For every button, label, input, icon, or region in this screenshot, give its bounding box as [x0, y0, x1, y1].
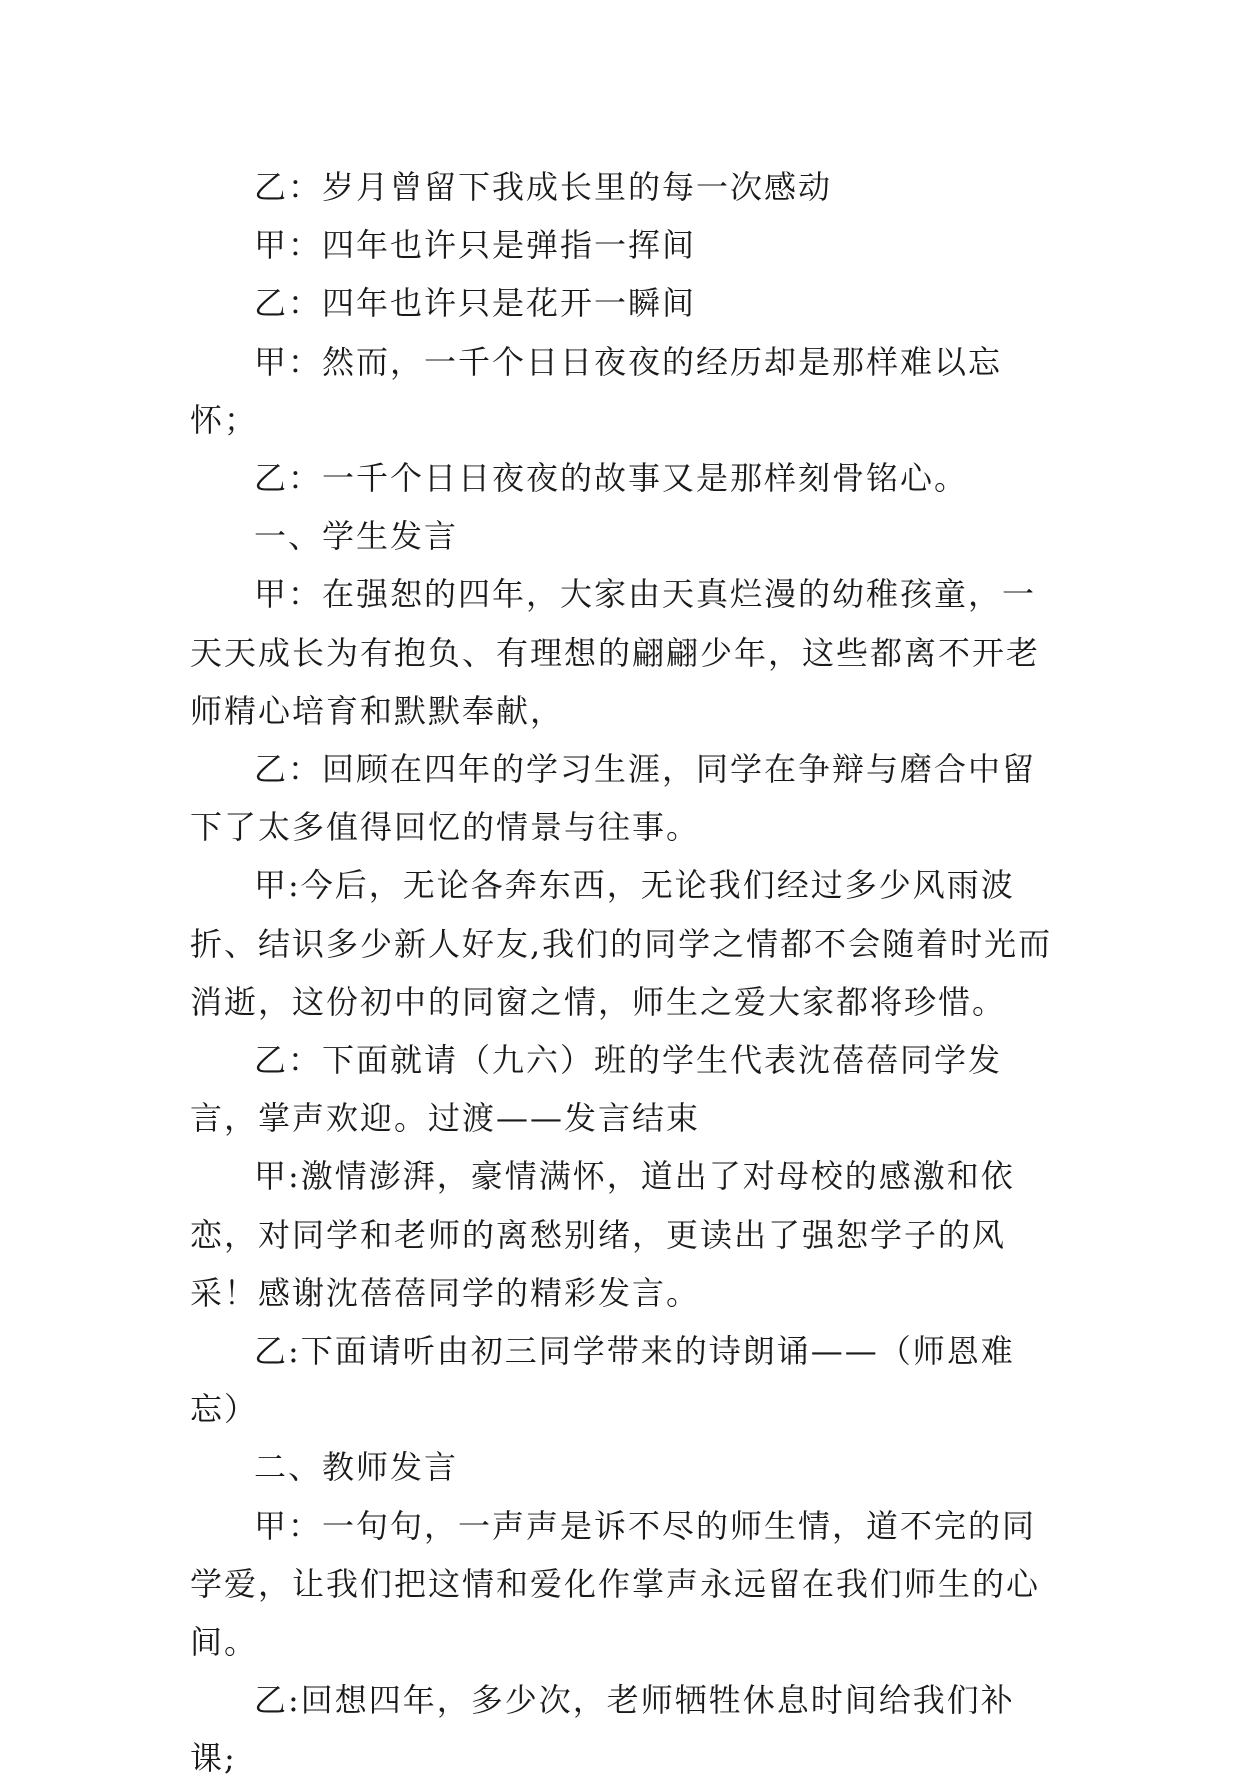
paragraph: 甲：在强恕的四年，大家由天真烂漫的幼稚孩童，一天天成长为有抱负、有理想的翩翩少年，这些都离不开老师精心培育和默默奉献， — [190, 575, 1041, 730]
paragraph: 甲:激情澎湃，豪情满怀，道出了对母校的感激和依恋，对同学和老师的离愁别绪，更读出了强恕学子的风采！感谢沈蓓蓓同学的精彩发言。 — [190, 1157, 1015, 1312]
paragraph: 乙：回顾在四年的学习生涯，同学在争辩与磨合中留下了太多值得回忆的情景与往事。 — [190, 750, 1037, 847]
paragraph: 乙:下面请听由初三同学带来的诗朗诵——（师恩难忘） — [190, 1332, 1015, 1429]
document-body — [190, 158, 1060, 1788]
paragraph: 乙：四年也许只是花开一瞬间 — [254, 284, 697, 323]
paragraph: 甲：一句句，一声声是诉不尽的师生情，道不完的同学爱，让我们把这情和爱化作掌声永远留在我们师生的心间。 — [190, 1506, 1041, 1662]
paragraph: 乙：一千个日日夜夜的故事又是那样刻骨铭心。 — [254, 459, 969, 498]
section-heading: 一、学生发言 — [254, 517, 459, 556]
paragraph: 乙：岁月曾留下我成长里的每一次感动 — [254, 168, 833, 206]
paragraph: 甲:今后，无论各奔东西，无论我们经过多少风雨波折、结识多少新人好友,我们的同学之情都不会随着时光而消逝，这份初中的同窗之情，师生之爱大家都将珍惜。 — [190, 866, 1053, 1021]
section-heading: 二、教师发言 — [254, 1448, 459, 1487]
paragraph: 乙：下面就请（九六）班的学生代表沈蓓蓓同学发言，掌声欢迎。过渡——发言结束 — [190, 1041, 1003, 1138]
paragraph: 甲：四年也许只是弹指一挥间 — [254, 226, 697, 265]
paragraph: 乙:回想四年，多少次，老师牺牲休息时间给我们补课; — [190, 1681, 1015, 1778]
paragraph: 甲：然而，一千个日日夜夜的经历却是那样难以忘怀； — [190, 342, 1003, 439]
